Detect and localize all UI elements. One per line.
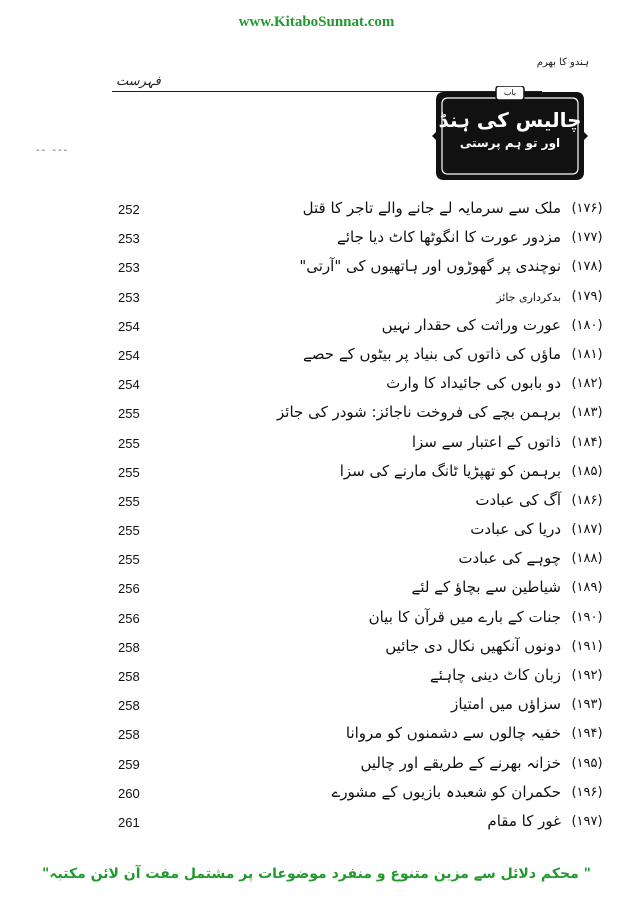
table-of-contents xyxy=(0,198,633,840)
toc-row[interactable] xyxy=(0,665,633,694)
toc-page-number: 258 xyxy=(118,669,140,684)
toc-entry-number: (۱۸۵) xyxy=(571,463,603,479)
toc-entry-number: (۱۹۰) xyxy=(571,609,603,625)
toc-topic: سزاؤں میں امتیاز xyxy=(451,695,561,714)
toc-page-number: 253 xyxy=(118,289,140,305)
toc-entry-number: (۱۸۸) xyxy=(571,551,603,567)
toc-topic: برہمن بچے کی فروخت ناجائز: شودر کی جائز xyxy=(277,403,561,422)
toc-topic: برہمن کو تھپڑیا ٹانگ مارنے کی سزا xyxy=(339,461,561,480)
toc-page-number: 255 xyxy=(118,406,140,422)
toc-row[interactable] xyxy=(0,402,633,431)
toc-topic: نوچندی پر گھوڑوں اور ہاتھیوں کی "آرتی" xyxy=(299,257,561,276)
toc-row[interactable] xyxy=(0,636,633,665)
toc-entry-number: (۱۹۲) xyxy=(571,668,603,683)
toc-page-number: 256 xyxy=(118,610,140,626)
toc-row[interactable] xyxy=(0,227,633,256)
section-title: فہرست xyxy=(116,74,161,89)
toc-row[interactable] xyxy=(0,490,633,519)
toc-page-number: 254 xyxy=(118,347,140,363)
toc-entry-number: (۱۸۳) xyxy=(571,405,603,421)
toc-topic: دونوں آنکھیں نکال دی جائیں xyxy=(385,636,561,655)
toc-entry-number: (۱۸۰) xyxy=(571,317,603,333)
toc-page-number: 256 xyxy=(118,581,140,597)
toc-row[interactable] xyxy=(0,461,633,490)
toc-page-number: 258 xyxy=(118,698,140,714)
toc-page-number: 252 xyxy=(118,202,140,217)
toc-entry-number: (۱۹۱) xyxy=(571,638,603,654)
toc-topic: ماؤں کی ذاتوں کی بنیاد پر بیٹوں کے حصے xyxy=(302,344,561,363)
toc-topic: شیاطین سے بچاؤ کے لئے xyxy=(411,578,561,597)
toc-topic: جنات کے بارے میں قرآن کا بیان xyxy=(368,607,561,626)
toc-entry-number: (۱۷۷) xyxy=(571,230,603,246)
plaque-title: چالیس کی ہنڈ xyxy=(438,108,582,132)
toc-page-number: 253 xyxy=(118,260,140,276)
toc-page-number: 254 xyxy=(118,318,140,334)
toc-row[interactable] xyxy=(0,811,633,840)
toc-entry-number: (۱۸۹) xyxy=(571,580,603,596)
toc-entry-number: (۱۸۱) xyxy=(571,346,603,362)
toc-entry-number: (۱۷۹) xyxy=(571,288,603,304)
toc-row[interactable] xyxy=(0,198,633,227)
toc-entry-number: (۱۹۶) xyxy=(571,784,603,800)
toc-entry-number: (۱۷۸) xyxy=(571,259,603,275)
toc-topic: خفیہ چالوں سے دشمنوں کو مروانا xyxy=(345,724,561,743)
toc-entry-number: (۱۸۷) xyxy=(571,522,603,538)
toc-topic: غور کا مقام xyxy=(487,811,561,830)
toc-entry-number: (۱۹۳) xyxy=(571,697,603,713)
toc-row[interactable] xyxy=(0,373,633,402)
toc-page-number: 259 xyxy=(118,756,140,772)
toc-topic: آگ کی عبادت xyxy=(475,490,561,509)
toc-row[interactable] xyxy=(0,286,633,315)
plaque-label: باب xyxy=(503,88,517,97)
toc-row[interactable] xyxy=(0,315,633,344)
toc-page-number: 255 xyxy=(118,523,140,539)
toc-topic: دو بابوں کی جائیداد کا وارث xyxy=(386,374,561,393)
toc-page-number: 258 xyxy=(118,727,140,743)
toc-topic: ملک سے سرمایہ لے جانے والے تاجر کا قتل xyxy=(302,199,561,217)
toc-row[interactable] xyxy=(0,723,633,752)
toc-entry-number: (۱۷۶) xyxy=(571,201,603,216)
toc-topic: دریا کی عبادت xyxy=(470,520,561,539)
toc-topic: زبان کاٹ دینی چاہئے xyxy=(430,666,561,684)
toc-entry-number: (۱۹۴) xyxy=(571,726,603,742)
toc-entry-number: (۱۸۶) xyxy=(571,492,603,508)
toc-entry-number: (۱۸۲) xyxy=(571,376,603,392)
toc-page-number: 255 xyxy=(118,493,140,509)
toc-row[interactable] xyxy=(0,432,633,461)
toc-row[interactable] xyxy=(0,753,633,782)
toc-row[interactable] xyxy=(0,256,633,285)
toc-page-number: 255 xyxy=(118,435,140,451)
chapter-plaque xyxy=(430,86,590,186)
toc-topic: عورت وراثت کی حقدار نہیں xyxy=(381,315,561,334)
toc-topic: حکمران کو شعبدہ بازیوں کے مشورے xyxy=(331,782,561,801)
plaque-subtitle: اور تو ہم پرستی xyxy=(459,136,561,150)
toc-row[interactable] xyxy=(0,344,633,373)
toc-entry-number: (۱۹۷) xyxy=(571,813,603,829)
side-mark: -- --- xyxy=(36,145,70,156)
toc-page-number: 261 xyxy=(118,814,140,830)
toc-topic: بدکرداری جائز xyxy=(496,290,561,304)
toc-page-number: 255 xyxy=(118,464,140,480)
toc-row[interactable] xyxy=(0,782,633,811)
toc-page-number: 255 xyxy=(118,552,140,568)
toc-row[interactable] xyxy=(0,607,633,636)
toc-page-number: 260 xyxy=(118,785,140,801)
toc-entry-number: (۱۸۴) xyxy=(571,434,603,450)
toc-row[interactable] xyxy=(0,577,633,606)
toc-page-number: 258 xyxy=(118,639,140,655)
toc-row[interactable] xyxy=(0,519,633,548)
footer-tagline: " محکم دلائل سے مزین متنوع و منفرد موضوعات پر مشتمل مفت آن لائن مکتبہ" xyxy=(42,866,591,882)
toc-row[interactable] xyxy=(0,694,633,723)
toc-page-number: 253 xyxy=(118,231,140,247)
toc-topic: ذاتوں کے اعتبار سے سزا xyxy=(411,432,561,451)
toc-page-number: 254 xyxy=(118,377,140,393)
toc-row[interactable] xyxy=(0,548,633,577)
site-url[interactable]: www.KitaboSunnat.com xyxy=(238,14,395,30)
toc-topic: خزانہ بھرنے کے طریقے اور چالیں xyxy=(360,753,561,772)
book-title: ہندو کا بھرم xyxy=(536,57,589,68)
toc-topic: مزدور عورت کا انگوٹھا کاٹ دیا جائے xyxy=(337,228,561,247)
toc-entry-number: (۱۹۵) xyxy=(571,755,603,771)
toc-topic: چوہے کی عبادت xyxy=(458,549,561,568)
